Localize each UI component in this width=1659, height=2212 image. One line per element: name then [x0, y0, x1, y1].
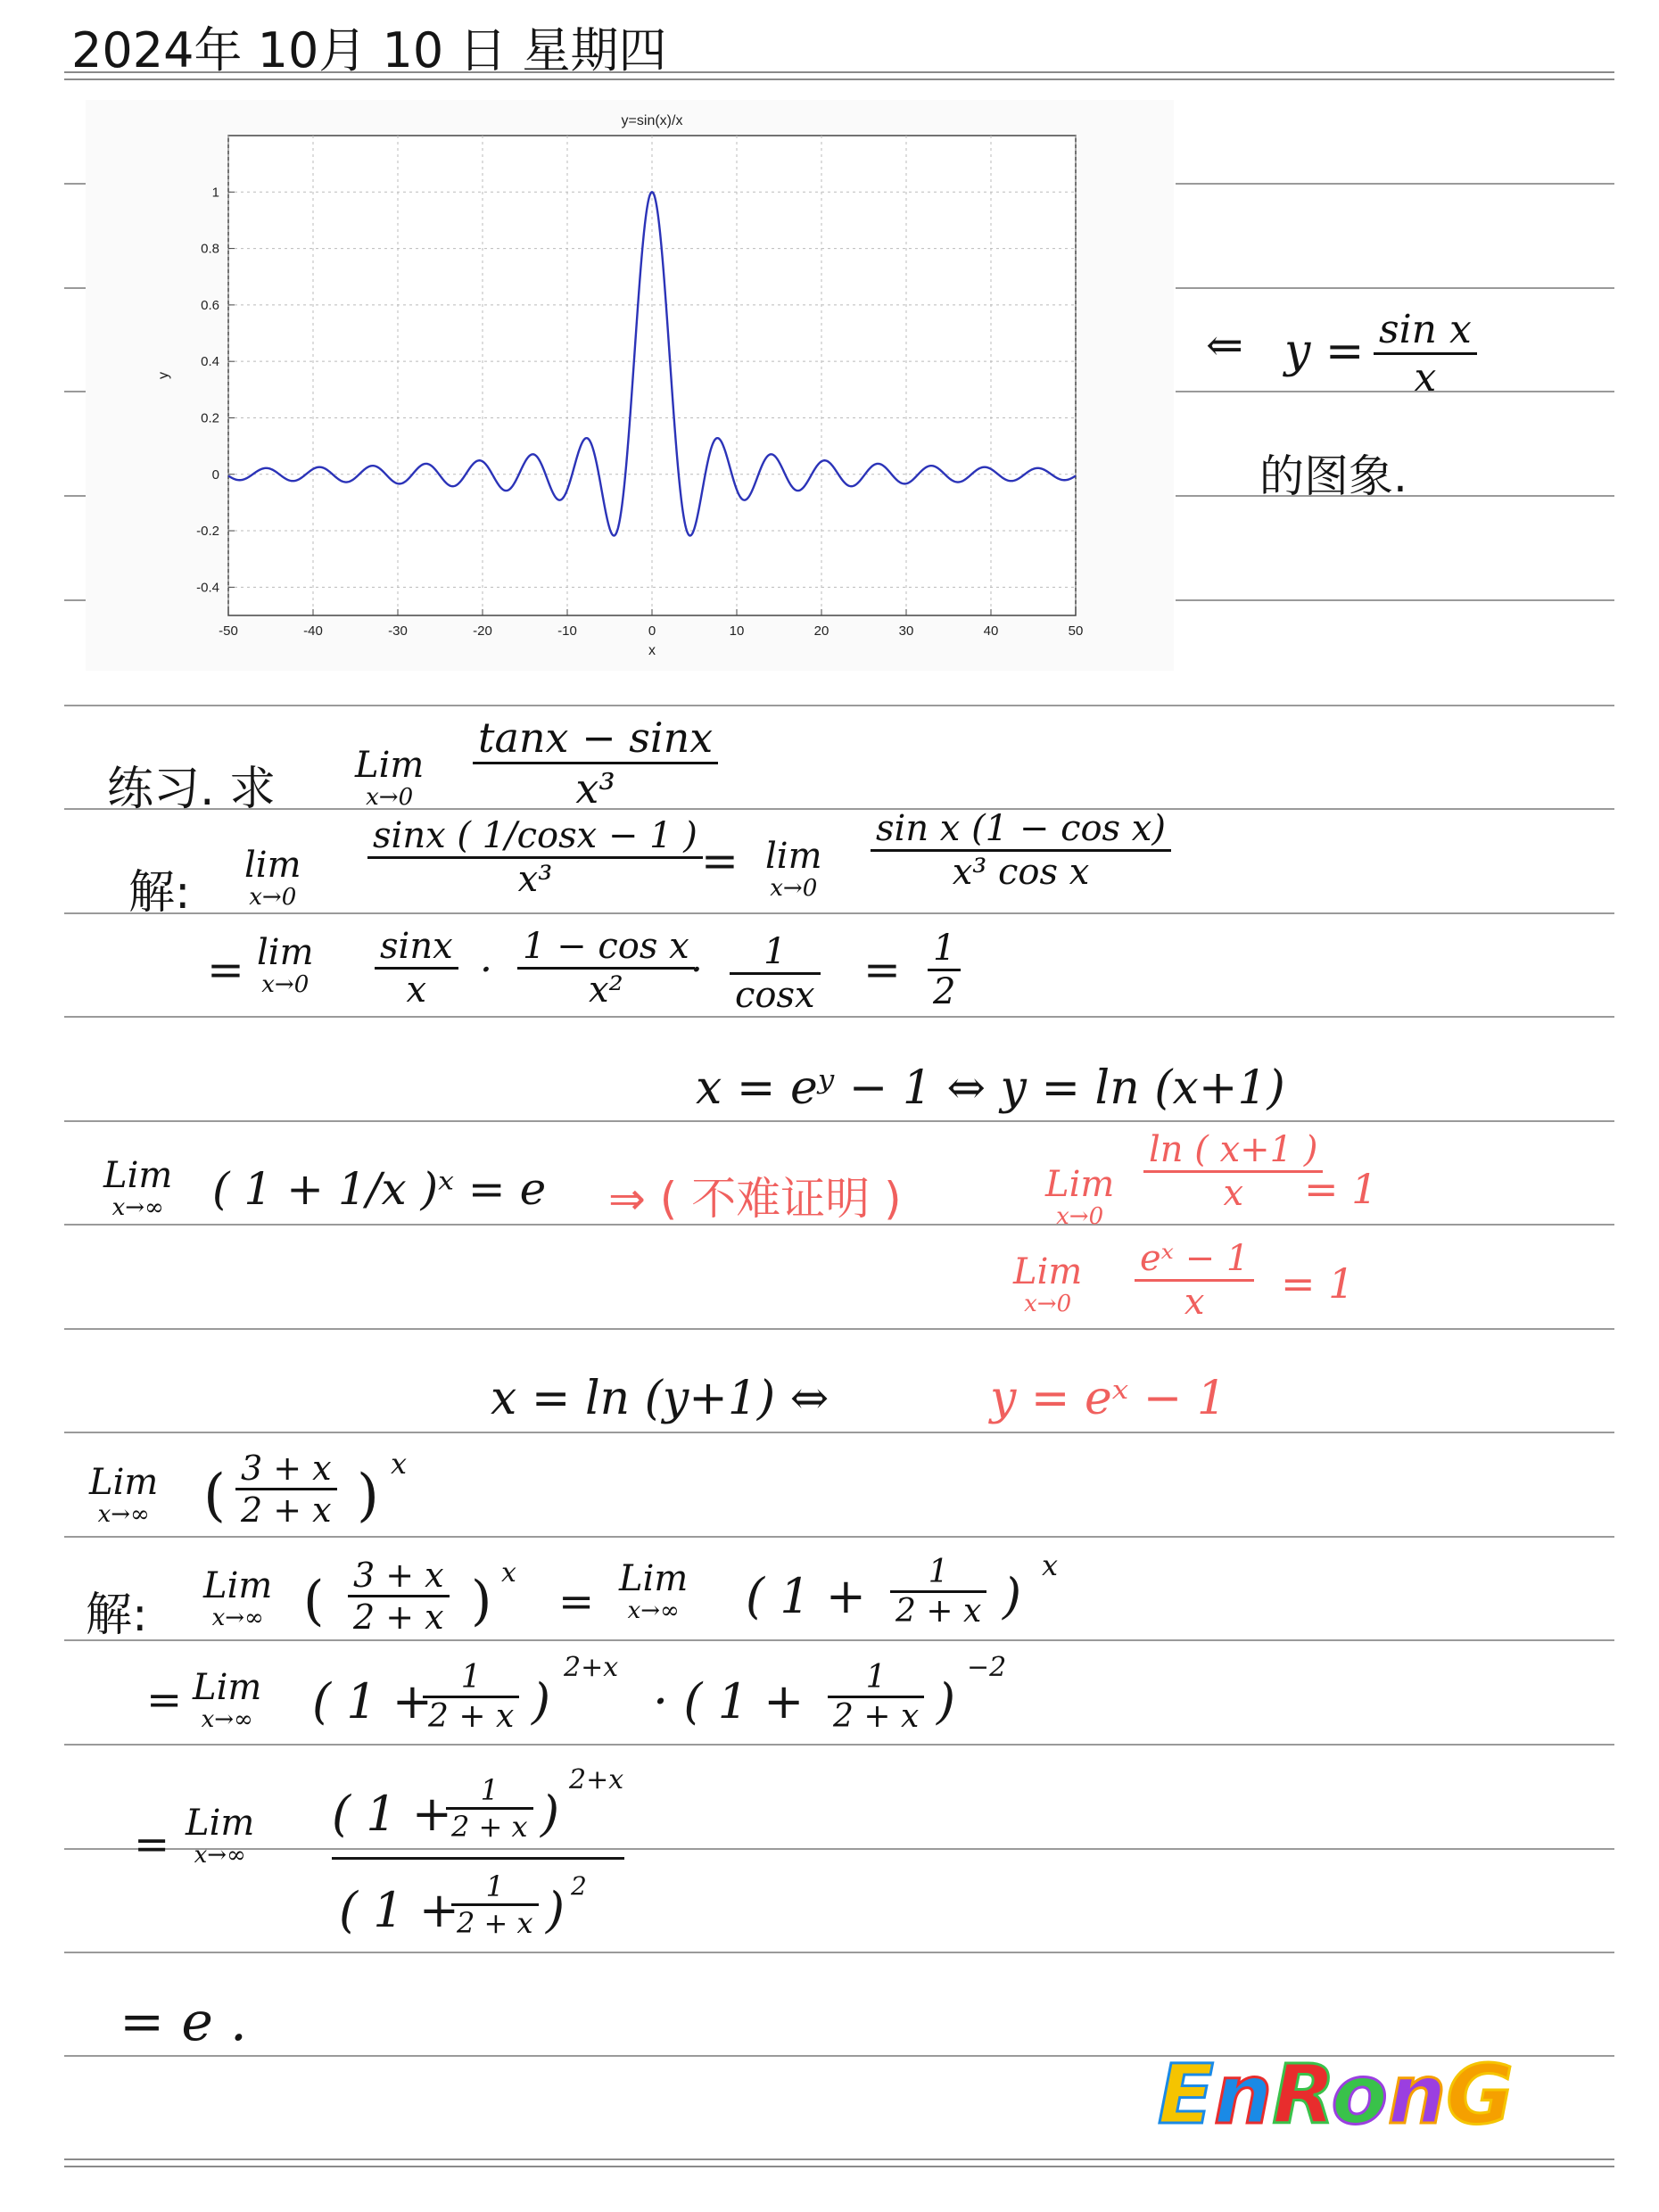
- logo-letter: G: [1446, 2047, 1514, 2142]
- sol2-rhs: ( 1 +: [746, 1568, 866, 1624]
- ex1-limit: [355, 746, 424, 810]
- limit-e-expr: ( 1 + 1/x )ˣ = e: [212, 1163, 547, 1215]
- lim-sub: x→0: [1056, 1203, 1104, 1230]
- logo-letter: E: [1158, 2047, 1214, 2142]
- ex2-den: 2 + x: [241, 1490, 332, 1530]
- sol2-frac-a: [348, 1556, 450, 1637]
- sol2-frac-f: [451, 1869, 539, 1940]
- sol2-frac-b: [890, 1554, 986, 1630]
- lim-word: Lim: [1045, 1164, 1115, 1205]
- sol2-frac-c-num: 1: [423, 1659, 519, 1698]
- sol1-result-eq: =: [863, 944, 901, 995]
- y-tick-label: 0.2: [201, 410, 219, 426]
- ex2-limit: [89, 1463, 158, 1527]
- limit-r1-den: x: [1223, 1173, 1243, 1214]
- limit-r1-frac: [1143, 1129, 1323, 1214]
- sol2-limit-a: [203, 1566, 272, 1630]
- ex1-num: tanx − sinx: [473, 714, 718, 764]
- sol1-result-num: 1: [928, 928, 961, 971]
- limit-r1-lim: [1045, 1165, 1114, 1229]
- sol1-frac-c-num: sinx: [375, 926, 458, 970]
- y-tick-label: 0.6: [201, 297, 219, 313]
- ex2-paren-open: (: [203, 1463, 226, 1529]
- lim-sub: x→0: [770, 875, 818, 902]
- lim-sub: x→∞: [111, 1194, 164, 1221]
- sol1-frac-d-num: 1 − cos x: [517, 926, 695, 970]
- sol1-limit-b: [765, 837, 822, 901]
- annotation-den: x: [1414, 355, 1437, 400]
- lim-word: Lim: [203, 1565, 273, 1606]
- lim-word: Lim: [355, 745, 425, 786]
- equivalence-2-rhs: y = eˣ − 1: [990, 1372, 1226, 1425]
- lim-word: lim: [244, 845, 301, 886]
- ex2-num: 3 + x: [235, 1449, 337, 1490]
- limit-r2-lim: [1013, 1252, 1082, 1316]
- annotation-num: sin x: [1374, 307, 1477, 355]
- logo-letter: R: [1272, 2047, 1332, 2142]
- lim-word: Lim: [1013, 1251, 1083, 1292]
- sol2-frac-e-den: 2 + x: [451, 1810, 528, 1844]
- y-axis-label: y: [156, 372, 171, 379]
- sol1-result-den: 2: [933, 971, 956, 1012]
- sol1-frac-c-den: x: [406, 970, 427, 1011]
- sol2-final: = e .: [120, 1991, 247, 2053]
- annotation-caption: 的图象.: [1259, 450, 1407, 502]
- sol1-limit-c: [257, 933, 314, 997]
- sol2-exp-c: 2+x: [564, 1652, 619, 1683]
- sol1-result: [928, 928, 961, 1012]
- lim-sub: x→0: [249, 884, 297, 911]
- sol1-frac-e: [730, 931, 821, 1016]
- x-tick-label: 50: [1068, 623, 1084, 639]
- sol2-big-den-open: ( 1 +: [339, 1882, 459, 1938]
- lim-sub: x→∞: [201, 1706, 253, 1733]
- ex2-fraction: [235, 1449, 337, 1530]
- sol2-rhs-close: ): [1003, 1568, 1022, 1624]
- sol1-frac-e-num: 1: [730, 931, 821, 975]
- limit-r1-num: ln ( x+1 ): [1143, 1129, 1323, 1173]
- page-date: 2024年 10月 10 日 星期四: [71, 22, 667, 78]
- lim-word: Lim: [619, 1558, 689, 1599]
- sol2-big-num-close: ): [541, 1786, 560, 1842]
- x-axis-label: x: [648, 643, 656, 658]
- annotation-fraction: [1374, 307, 1477, 400]
- sinc-chart: [86, 100, 1174, 671]
- sol1-frac-e-den: cosx: [735, 975, 815, 1016]
- lim-sub: x→∞: [211, 1605, 264, 1631]
- limit-r1-val: = 1: [1304, 1165, 1378, 1213]
- sol1-frac-d: [517, 926, 695, 1011]
- equivalence-1: x = eʸ − 1 ⇔ y = ln (x+1): [696, 1061, 1285, 1115]
- y-tick-label: 0.4: [201, 354, 219, 370]
- annotation-lhs: y =: [1284, 325, 1365, 378]
- sol2-exp-e: 2+x: [569, 1764, 624, 1795]
- sol1-frac-a-den: x³: [517, 859, 553, 900]
- sol2-frac-c: [423, 1659, 519, 1735]
- ex2-exp: x: [391, 1447, 408, 1481]
- sol2-line2-mid: · ( 1 +: [653, 1673, 805, 1729]
- sol1-frac-d-den: x²: [589, 970, 623, 1011]
- limit-r2-den: x: [1184, 1282, 1205, 1323]
- sol2-big-fraction-bar: [332, 1857, 624, 1860]
- sol2-big-den-close: ): [546, 1882, 565, 1938]
- y-tick-label: -0.2: [196, 524, 219, 540]
- sol2-line2-a: ( 1 +: [312, 1673, 433, 1729]
- sol2-paren-close: ): [471, 1570, 492, 1632]
- sol2-eq-3: =: [134, 1820, 170, 1869]
- sol1-frac-a-num: sinx ( 1/cosx − 1 ): [367, 815, 703, 859]
- y-tick-label: 1: [211, 185, 219, 201]
- exercise-1-title: 练习. 求: [107, 763, 276, 816]
- lim-word: Lim: [193, 1667, 262, 1708]
- equivalence-2-lhs: x = ln (y+1) ⇔: [491, 1372, 830, 1425]
- lim-sub: x→0: [1024, 1291, 1072, 1317]
- sol1-frac-b-num: sin x (1 − cos x): [871, 808, 1171, 852]
- lim-word: lim: [765, 836, 822, 877]
- y-tick-label: 0.8: [201, 241, 219, 257]
- lim-sub: x→∞: [627, 1597, 680, 1624]
- limit-e-lim: [103, 1156, 172, 1220]
- x-tick-label: -30: [388, 623, 408, 639]
- sol2-limit-d: [186, 1803, 254, 1868]
- sol2-frac-d: [828, 1659, 924, 1735]
- x-tick-label: -40: [303, 623, 323, 639]
- sol2-frac-d-num: 1: [828, 1659, 924, 1698]
- sol2-frac-b-num: 1: [890, 1554, 986, 1593]
- sol2-big-num-open: ( 1 +: [332, 1786, 452, 1842]
- ex2-paren-close: ): [357, 1463, 379, 1529]
- x-tick-label: 40: [983, 623, 999, 639]
- sol2-frac-e: [446, 1773, 533, 1844]
- limit-r2-val: = 1: [1281, 1259, 1355, 1308]
- lim-word: lim: [257, 932, 314, 973]
- sol2-eq-2: =: [146, 1675, 183, 1725]
- sol1-label: 解:: [128, 866, 191, 920]
- lim-sub: x→0: [261, 971, 310, 998]
- x-tick-label: -50: [219, 623, 238, 639]
- sol2-frac-f-num: 1: [451, 1869, 539, 1906]
- sol1-frac-a: [367, 815, 703, 900]
- lim-sub: x→∞: [194, 1842, 246, 1869]
- logo-letter: n: [1387, 2047, 1447, 2142]
- y-tick-label: 0: [211, 466, 219, 483]
- sol2-frac-a-num: 3 + x: [348, 1556, 450, 1597]
- ex1-fraction: [473, 714, 718, 813]
- sol1-frac-c: [375, 926, 458, 1011]
- sol2-label: 解:: [86, 1589, 148, 1642]
- sol1-dot-2: ·: [690, 947, 703, 993]
- sol2-frac-e-num: 1: [446, 1773, 533, 1810]
- logo-letter: o: [1331, 2047, 1388, 2142]
- sol1-dot-1: ·: [480, 947, 492, 993]
- sol2-frac-c-den: 2 + x: [428, 1698, 515, 1735]
- x-tick-label: -10: [557, 623, 577, 639]
- chart-title: y=sin(x)/x: [621, 113, 683, 128]
- sol2-line2-close-b: ): [937, 1673, 956, 1729]
- sol2-paren-open: (: [303, 1570, 325, 1632]
- sol2-frac-f-den: 2 + x: [457, 1906, 533, 1940]
- sol2-limit-c: [193, 1668, 261, 1732]
- limit-e-implies: ⇒ ( 不难证明 ): [608, 1173, 902, 1225]
- sol1-frac-b-den: x³ cos x: [952, 852, 1090, 893]
- logo-letter: n: [1213, 2047, 1273, 2142]
- sol2-exp-b: x: [1042, 1548, 1059, 1582]
- sol2-frac-b-den: 2 + x: [896, 1593, 982, 1630]
- y-tick-label: -0.4: [196, 580, 219, 596]
- limit-r2-num: eˣ − 1: [1135, 1238, 1254, 1282]
- lim-sub: x→0: [366, 784, 414, 811]
- sol2-frac-a-den: 2 + x: [353, 1597, 444, 1637]
- x-tick-label: 0: [648, 623, 656, 639]
- logo-text: [1158, 2047, 1514, 2142]
- lim-word: Lim: [103, 1155, 173, 1196]
- sol2-limit-b: [619, 1559, 688, 1623]
- limit-r2-frac: [1135, 1238, 1254, 1323]
- sol2-frac-d-den: 2 + x: [833, 1698, 920, 1735]
- sol1-frac-b: [871, 808, 1171, 893]
- sol2-exp-f: 2: [571, 1871, 587, 1901]
- lim-sub: x→∞: [97, 1501, 150, 1528]
- x-tick-label: 10: [729, 623, 745, 639]
- lim-word: Lim: [89, 1462, 159, 1503]
- sol1-line2-eq: =: [207, 944, 244, 995]
- sol1-limit-a: [244, 846, 301, 910]
- sol1-eq: =: [701, 835, 739, 887]
- enrong-logo: [1152, 2047, 1514, 2142]
- sol2-line2-close-a: ): [532, 1673, 551, 1729]
- sol2-exp-a: x: [501, 1557, 516, 1589]
- annotation-arrow: ⇐: [1206, 319, 1243, 371]
- sol2-exp-d: −2: [967, 1652, 1007, 1683]
- lim-word: Lim: [186, 1803, 255, 1844]
- x-tick-label: 30: [898, 623, 914, 639]
- ex1-den: x³: [575, 764, 615, 813]
- x-tick-label: -20: [473, 623, 492, 639]
- x-tick-label: 20: [813, 623, 830, 639]
- sol2-eq-1: =: [558, 1577, 595, 1627]
